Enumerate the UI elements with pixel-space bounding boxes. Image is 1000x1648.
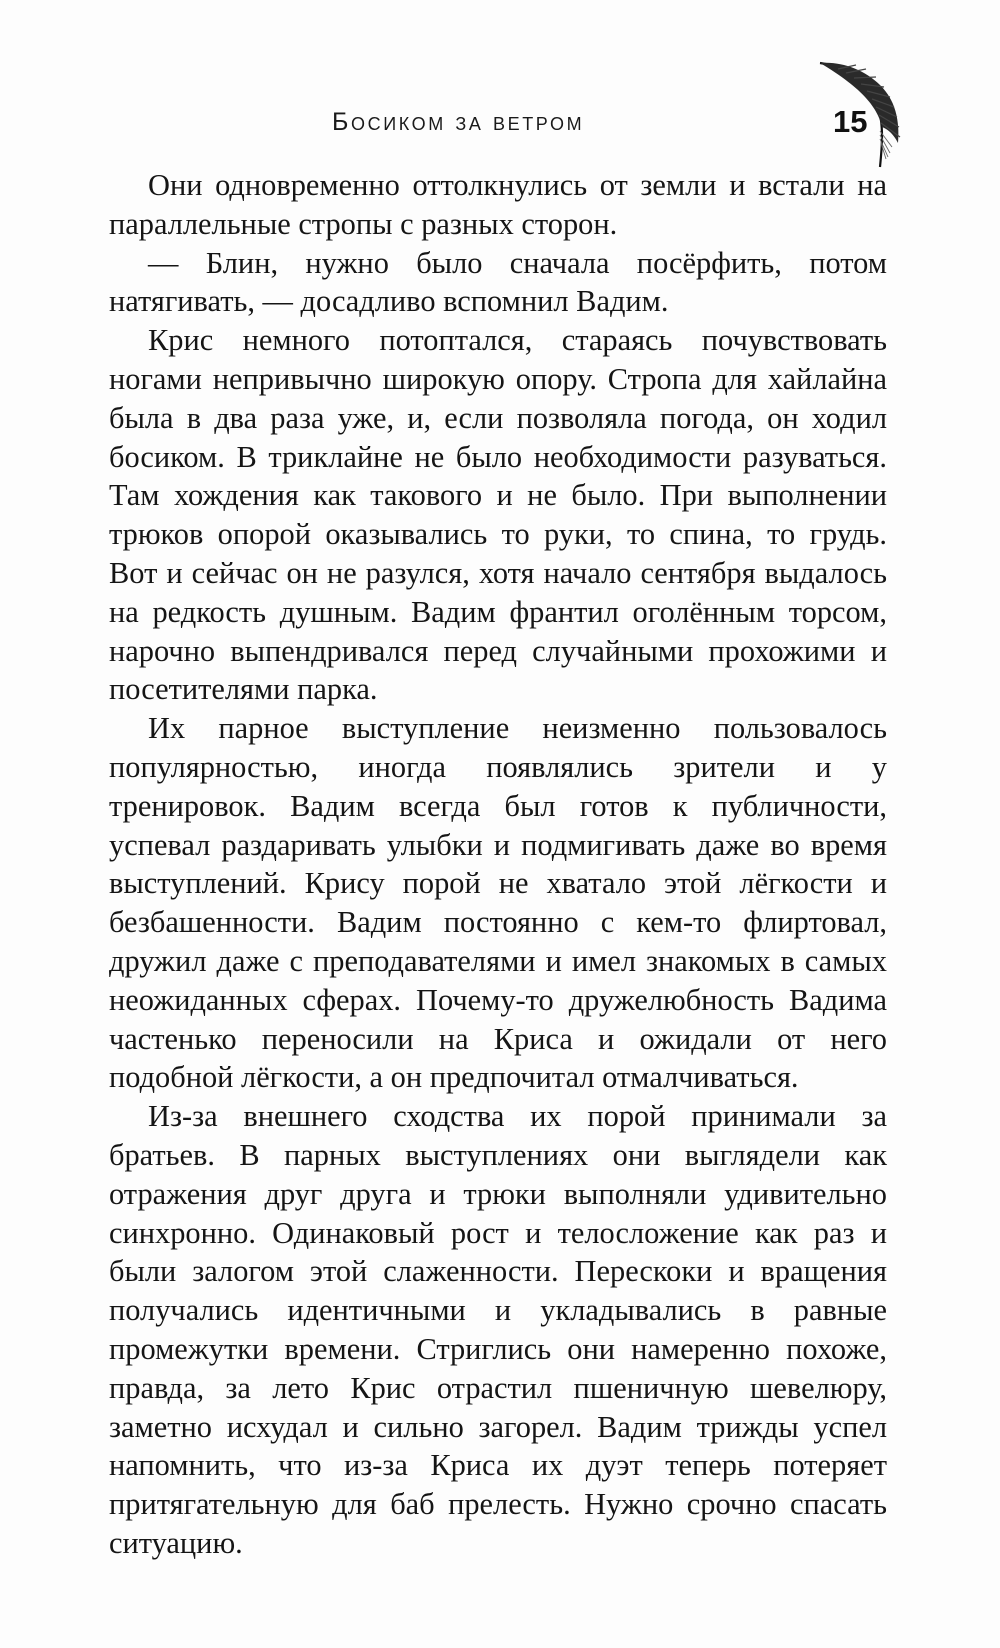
body-text bbox=[109, 166, 887, 1563]
running-title: Босиком за ветром bbox=[332, 108, 585, 136]
page-number: 15 bbox=[833, 104, 868, 139]
paragraph: — Блин, нужно было сначала посёрфить, потом натягивать, — досадливо вспомнил Вадим. bbox=[109, 245, 887, 319]
feather-icon bbox=[818, 55, 928, 180]
paragraph: Из-за внешнего сходства их порой принимали за братьев. В парных выступлениях они выглядели как отражения друг друга и трюки выполняли удивительно синхронно. Одинаковый рост и телосложение как раз и были залогом этой слаженности. Перескоки и вращения получались идентичными и укладывались в равные промежутки времени. Стриглись они намеренно похоже, правда, за лето Крис отрастил пшеничную шевелюру, заметно исхудал и сильно загорел. Вадим трижды успел напомнить, что из-за Криса их дуэт теперь потеряет притягательную для баб прелесть. Нужно срочно спасать ситуацию. bbox=[109, 1099, 887, 1560]
paragraph: Крис немного потоптался, стараясь почувствовать ногами непривычно широкую опору. Стропа для хайлайна была в два раза уже, и, если позволяла погода, он ходил босиком. В триклайне не было необходимости разуваться. Там хождения как такового и не было. При выполнении трюков опорой оказывались то руки, то спина, то грудь. Вот и сейчас он не разулся, хотя начало сентября выдалось на редкость душным. Вадим франтил оголённым торсом, нарочно выпендривался перед случайными прохожими и посетителями парка. bbox=[109, 323, 887, 707]
paragraph: Их парное выступление неизменно пользовалось популярностью, иногда появлялись зрители и у тренировок. Вадим всегда был готов к публичности, успевал раздаривать улыбки и подмигивать даже во время выступлений. Крису порой не хватало этой лёгкости и безбашенности. Вадим постоянно с кем-то флиртовал, дружил даже с преподавателями и имел знакомых в самых неожиданных сферах. Почему-то дружелюбность Вадима частенько переносили на Криса и ожидали от него подобной лёгкости, а он предпочитал отмалчиваться. bbox=[109, 711, 887, 1095]
paragraph: Они одновременно оттолкнулись от земли и встали на параллельные стропы с разных сторон. bbox=[109, 168, 887, 241]
